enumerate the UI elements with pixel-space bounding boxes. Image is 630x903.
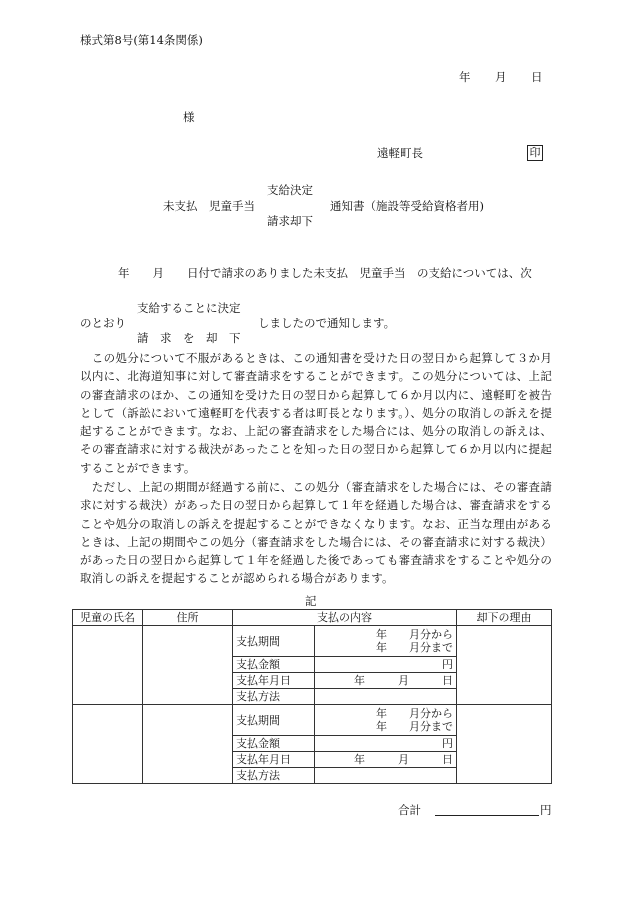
address-cell — [143, 626, 233, 705]
payment-date-value: 年 月 日 — [315, 673, 457, 689]
label-payment-amount: 支払金額 — [233, 736, 315, 752]
label-payment-period: 支払期間 — [233, 626, 315, 657]
title-option-payment-decision: 支給決定 — [267, 183, 313, 197]
form-number: 様式第8号(第14条関係) — [80, 33, 203, 47]
child-name-cell — [73, 705, 143, 784]
rejection-reason-cell — [457, 705, 552, 784]
title-suffix: 通知書（施設等受給資格者用) — [330, 199, 484, 213]
body-option-rejection: 請 求 を 却 下 — [137, 331, 241, 345]
period-to: 年 月分まで — [376, 641, 453, 654]
header-payment-content: 支払の内容 — [233, 610, 457, 626]
official-seal-mark: 印 — [527, 145, 543, 161]
rejection-reason-cell — [457, 626, 552, 705]
body-line-1: 年 月 日付で請求のありました未支払 児童手当 の支給については、次 — [118, 266, 532, 280]
amount-unit: 円 — [315, 736, 457, 752]
payment-period-cell — [315, 705, 457, 736]
amount-unit: 円 — [315, 657, 457, 673]
header-rejection-reason: 却下の理由 — [457, 610, 552, 626]
period-from: 年 月分から — [376, 628, 453, 641]
body-lead: のとおり — [80, 316, 126, 330]
label-payment-method: 支払方法 — [233, 689, 315, 705]
header-child-name: 児童の氏名 — [73, 610, 143, 626]
period-to: 年 月分まで — [376, 720, 453, 733]
appeal-notice-paragraph: この処分について不服があるときは、この通知書を受けた日の翌日から起算して３か月以内に、北海道知事に対して審査請求をすることができます。この処分については、上記の審査請求のほか、この通知を受けた日の翌日から起算して６か月以内に、遠軽町を被告として（訴訟において遠軽町を代表する者は町長となります。）、処分の取消しの訴えを提起することができます。なお、上記の審査請求をした場合には、処分の取消しの訴えは、その審査請求に対する裁決があったことを知った日の翌日から起算して６か月以内に提起することができます。 — [80, 351, 552, 475]
payment-method-cell — [315, 768, 457, 784]
address-cell — [143, 705, 233, 784]
table-header-row — [73, 610, 552, 626]
body-conclusion: しましたので通知します。 — [258, 316, 396, 330]
total-amount-line — [435, 815, 539, 816]
label-payment-date: 支払年月日 — [233, 673, 315, 689]
payment-period-cell — [315, 626, 457, 657]
total-unit: 円 — [540, 803, 552, 817]
total-label: 合計 — [398, 803, 421, 817]
label-payment-method: 支払方法 — [233, 768, 315, 784]
label-payment-date: 支払年月日 — [233, 752, 315, 768]
addressee-suffix: 様 — [183, 110, 195, 124]
header-address: 住所 — [143, 610, 233, 626]
label-payment-amount: 支払金額 — [233, 657, 315, 673]
title-prefix: 未支払 児童手当 — [163, 199, 255, 213]
child-name-cell — [73, 626, 143, 705]
label-payment-period: 支払期間 — [233, 705, 315, 736]
date-day-label: 日 — [531, 70, 543, 84]
date-year-label: 年 — [459, 70, 471, 84]
issuer-title: 遠軽町長 — [377, 146, 423, 160]
date-month-label: 月 — [495, 70, 507, 84]
title-option-request-rejection: 請求却下 — [267, 214, 313, 228]
time-limit-paragraph: ただし、上記の期間が経過する前に、この処分（審査請求をした場合には、その審査請求に対する裁決）があった日の翌日から起算して１年を経過した場合は、審査請求をすることや処分の取消しの訴えを提起することができなくなります。なお、正当な理由があるときは、上記の期間やこの処分（審査請求をした場合には、その審査請求に対する裁決）があった日の翌日から起算して１年を経過した後であっても審査請求をすることや処分の取消しの訴えを提起することが認められる場合があります。 — [80, 480, 552, 586]
table-row — [73, 705, 552, 736]
table-row — [73, 626, 552, 657]
period-from: 年 月分から — [376, 707, 453, 720]
payment-method-cell — [315, 689, 457, 705]
ki-heading: 記 — [305, 594, 317, 608]
payment-date-value: 年 月 日 — [315, 752, 457, 768]
payment-details-table — [72, 609, 552, 784]
body-option-payment: 支給することに決定 — [137, 301, 241, 315]
